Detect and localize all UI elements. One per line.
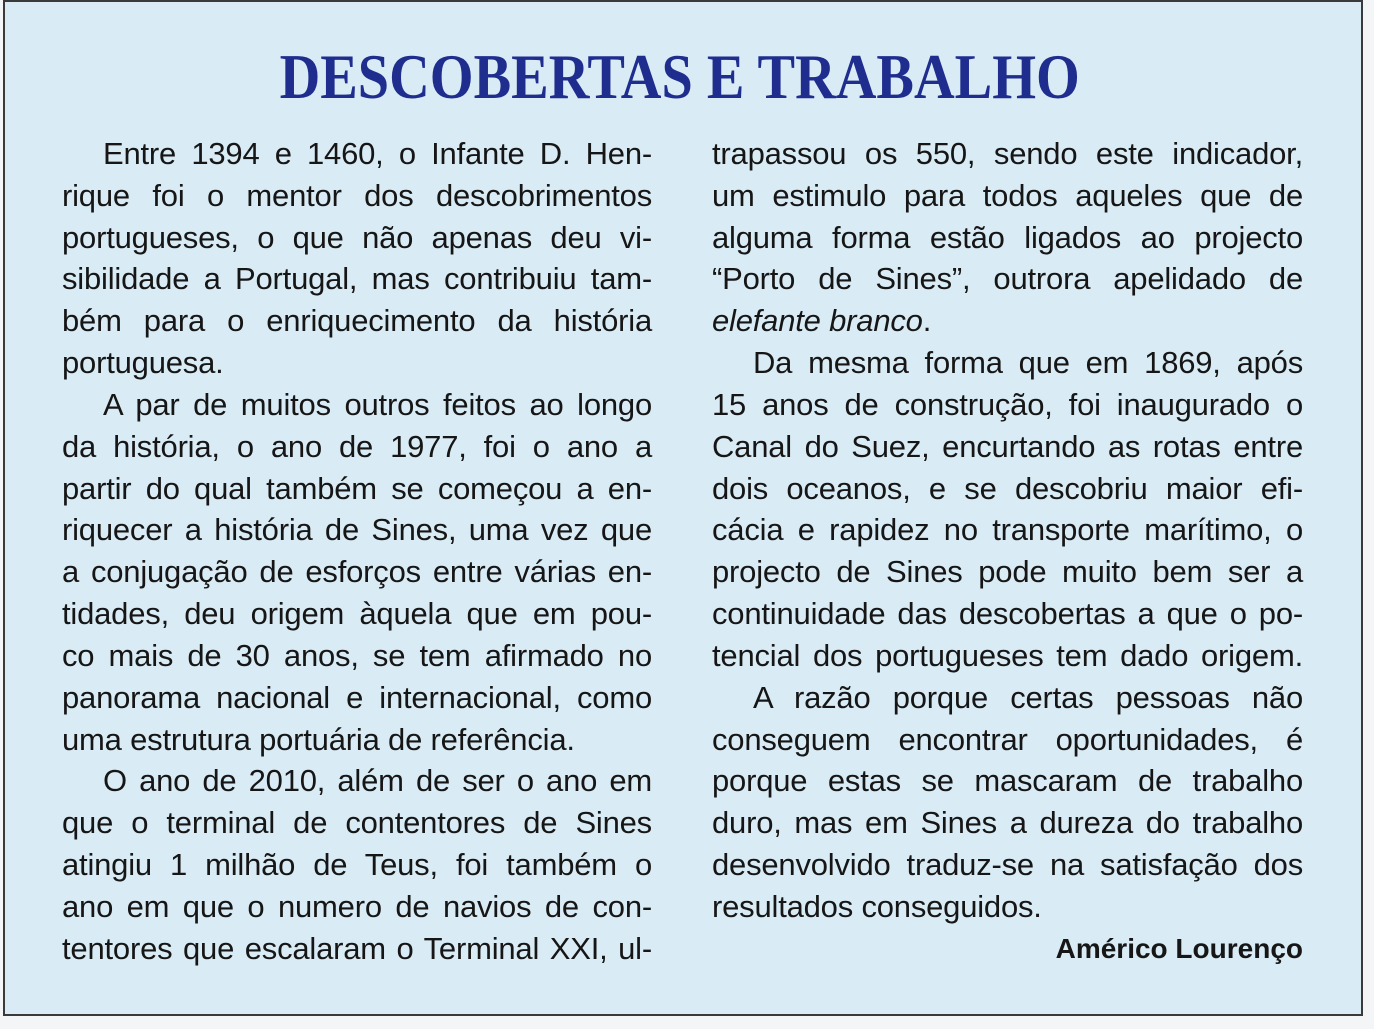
text-line: dois oceanos, e se descobriu maior efi- bbox=[712, 470, 1303, 506]
article-title-text: DESCOBERTAS E TRABALHO bbox=[279, 41, 1081, 112]
text-line: porque estas se mascaram de trabalho bbox=[712, 763, 1303, 799]
text-line: projecto de Sines pode muito bem ser a bbox=[712, 554, 1303, 590]
emphasis-text: elefante branco bbox=[712, 303, 923, 339]
text-line: tencial dos portugueses tem dado origem. bbox=[712, 637, 1303, 673]
right-column bbox=[712, 133, 1303, 970]
left-column bbox=[62, 133, 652, 970]
text-line: tidades, deu origem àquela que em pou- bbox=[62, 596, 652, 632]
text-line: a conjugação de esforços entre várias en- bbox=[62, 554, 652, 590]
text-line: sibilidade a Portugal, mas contribuiu tam- bbox=[62, 261, 652, 297]
text-line: cácia e rapidez no transporte marítimo, o bbox=[712, 512, 1303, 548]
text-line: ano em que o numero de navios de con- bbox=[62, 888, 652, 924]
paragraph bbox=[712, 133, 1303, 342]
text-line: da história, o ano de 1977, foi o ano a bbox=[62, 428, 652, 464]
text-line: A razão porque certas pessoas não bbox=[753, 679, 1303, 715]
paragraph bbox=[712, 342, 1303, 677]
text-line: co mais de 30 anos, se tem afirmado no bbox=[62, 637, 652, 673]
text-line: continuidade das descobertas a que o po- bbox=[712, 596, 1303, 632]
text-line: tentores que escalaram o Terminal XXI, ul- bbox=[62, 930, 652, 966]
text-line: riquecer a história de Sines, uma vez que bbox=[62, 512, 652, 548]
text-line: desenvolvido traduz-se na satisfação dos bbox=[712, 847, 1303, 883]
text-line: Canal do Suez, encurtando as rotas entre bbox=[712, 428, 1303, 464]
text-line: Da mesma forma que em 1869, após bbox=[753, 345, 1303, 381]
text-line: “Porto de Sines”, outrora apelidado de bbox=[712, 261, 1303, 297]
text-line: alguma forma estão ligados ao projecto bbox=[712, 219, 1303, 255]
article-title bbox=[5, 41, 1355, 112]
text-line: uma estrutura portuária de referência. bbox=[62, 721, 575, 757]
text-line: rique foi o mentor dos descobrimentos bbox=[62, 177, 652, 213]
text-line: duro, mas em Sines a dureza do trabalho bbox=[712, 805, 1303, 841]
text-line: 15 anos de construção, foi inaugurado o bbox=[712, 386, 1303, 422]
paragraph bbox=[712, 677, 1303, 928]
paragraph bbox=[62, 384, 652, 760]
text-line: trapassou os 550, sendo este indicador, bbox=[712, 136, 1303, 171]
text-line: atingiu 1 milhão de Teus, foi também o bbox=[62, 847, 652, 883]
text-line: partir do qual também se começou a en- bbox=[62, 470, 652, 506]
article-frame bbox=[3, 0, 1363, 1016]
text-line: O ano de 2010, além de ser o ano em bbox=[103, 763, 652, 799]
text-line: que o terminal de contentores de Sines bbox=[62, 805, 652, 841]
text-line: A par de muitos outros feitos ao longo bbox=[103, 386, 652, 422]
text-line: portugueses, o que não apenas deu vi- bbox=[62, 219, 652, 255]
text-line: bém para o enriquecimento da história bbox=[62, 303, 652, 339]
author-byline: Américo Lourenço bbox=[1055, 932, 1303, 964]
text-line: resultados conseguidos. bbox=[712, 888, 1042, 924]
text-line: conseguem encontrar oportunidades, é bbox=[712, 721, 1303, 757]
text-fragment: . bbox=[922, 303, 932, 339]
text-line bbox=[712, 300, 1303, 342]
text-line: Entre 1394 e 1460, o Infante D. Hen- bbox=[103, 136, 652, 171]
text-line: portuguesa. bbox=[62, 345, 224, 381]
paragraph bbox=[62, 760, 652, 969]
text-line: um estimulo para todos aqueles que de bbox=[712, 177, 1303, 213]
paragraph bbox=[62, 133, 652, 384]
text-line: panorama nacional e internacional, como bbox=[62, 679, 652, 715]
